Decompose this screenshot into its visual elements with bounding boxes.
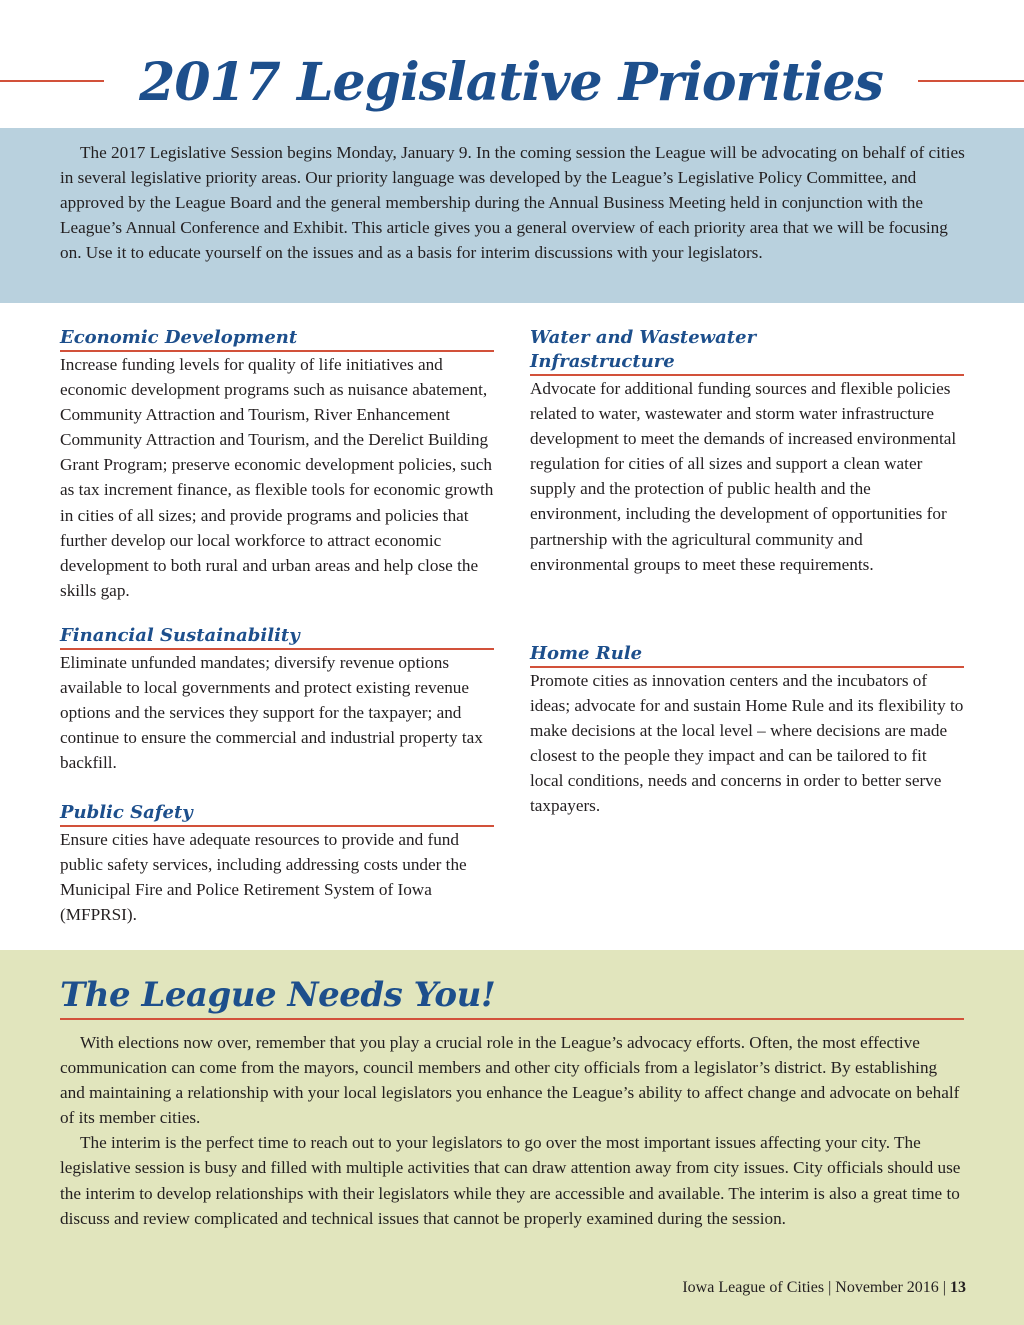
section-heading: Public Safety xyxy=(60,801,494,827)
left-column xyxy=(60,326,494,936)
section-water-wastewater xyxy=(530,326,964,577)
league-box xyxy=(0,950,1024,1325)
title-row xyxy=(0,50,1024,120)
league-paragraph: With elections now over, remember that you play a crucial role in the League’s advocacy efforts. Often, the most effective communication can come from the mayors, council members and other city officials from a legislator’s district. By establishing and maintaining a relationship with your local legislators you enhance the League’s ability to affect change and advocate on behalf of its member cities. xyxy=(60,1033,960,1128)
footer-page-number: 13 xyxy=(950,1279,966,1296)
section-public-safety xyxy=(60,801,494,927)
section-heading: Water and Wastewater Infrastructure xyxy=(530,326,964,376)
footer-separator: | xyxy=(942,1279,950,1296)
title-rule-left xyxy=(0,80,104,82)
section-economic-development xyxy=(60,326,494,603)
league-text xyxy=(60,1030,964,1231)
page-footer xyxy=(682,1276,966,1300)
league-title: The League Needs You! xyxy=(60,975,496,1015)
section-body: Advocate for additional funding sources and flexible policies related to water, wastewater and storm water infrastructure development to meet the demands of increased environmental regulation for cities of all sizes and support a clean water supply and the protection of public health and the environment, including the development of opportunities for partnership with the agricultural community and environmental groups to meet these requirements. xyxy=(530,379,957,574)
section-heading: Financial Sustainability xyxy=(60,624,494,650)
section-body: Eliminate unfunded mandates; diversify revenue options available to local governments and protect existing revenue options and the services they support for the taxpayer; and continue to ensure the commercial and industrial property tax backfill. xyxy=(60,653,483,773)
section-body: Increase funding levels for quality of life initiatives and economic development programs such as nuisance abatement, Community Attraction and Tourism, River Enhancement Community Attraction and Tourism, and the Derelict Building Grant Program; preserve economic development policies, such as tax increment finance, as flexible tools for economic growth in cities of all sizes; and provide programs and policies that further develop our local workforce to attract economic development to both rural and urban areas and help close the skills gap. xyxy=(60,355,494,600)
page-title: 2017 Legislative Priorities xyxy=(139,52,883,113)
intro-box xyxy=(0,128,1024,303)
title-rule-right xyxy=(918,80,1024,82)
footer-date: November 2016 xyxy=(835,1279,939,1296)
league-paragraph: The interim is the perfect time to reach out to your legislators to go over the most important issues affecting your city. The legislative session is busy and filled with multiple activities that can draw attention away from city issues. City officials should use the interim to develop relationships with their legislators while they are accessible and available. The interim is also a great time to discuss and review complicated and technical issues that cannot be properly examined during the session. xyxy=(60,1133,961,1228)
intro-text: The 2017 Legislative Session begins Monday, January 9. In the coming session the League will be advocating on behalf of cities in several legislative priority areas. Our priority language was developed by the League’s Legislative Policy Committee, and approved by the League Board and the general membership during the Annual Business Meeting held in conjunction with the League’s Annual Conference and Exhibit. This article gives you a general overview of each priority area that we will be focusing on. Use it to educate yourself on the issues and as a basis for interim discussions with your legislators. xyxy=(60,143,965,263)
section-home-rule xyxy=(530,642,964,819)
footer-separator: | xyxy=(828,1279,836,1296)
footer-publication: Iowa League of Cities xyxy=(682,1279,825,1296)
section-body: Promote cities as innovation centers and the incubators of ideas; advocate for and sustain Home Rule and its flexibility to make decisions at the local level – where decisions are made closest to the people they impact and can be tailored to fit local conditions, needs and concerns in order to better serve taxpayers. xyxy=(530,671,964,816)
section-heading: Economic Development xyxy=(60,326,494,352)
right-column xyxy=(530,326,964,826)
section-body: Ensure cities have adequate resources to provide and fund public safety services, including addressing costs under the Municipal Fire and Police Retirement System of Iowa (MFPRSI). xyxy=(60,830,467,925)
section-heading: Home Rule xyxy=(530,642,964,668)
section-financial-sustainability xyxy=(60,624,494,775)
league-title-rule xyxy=(60,1018,964,1020)
